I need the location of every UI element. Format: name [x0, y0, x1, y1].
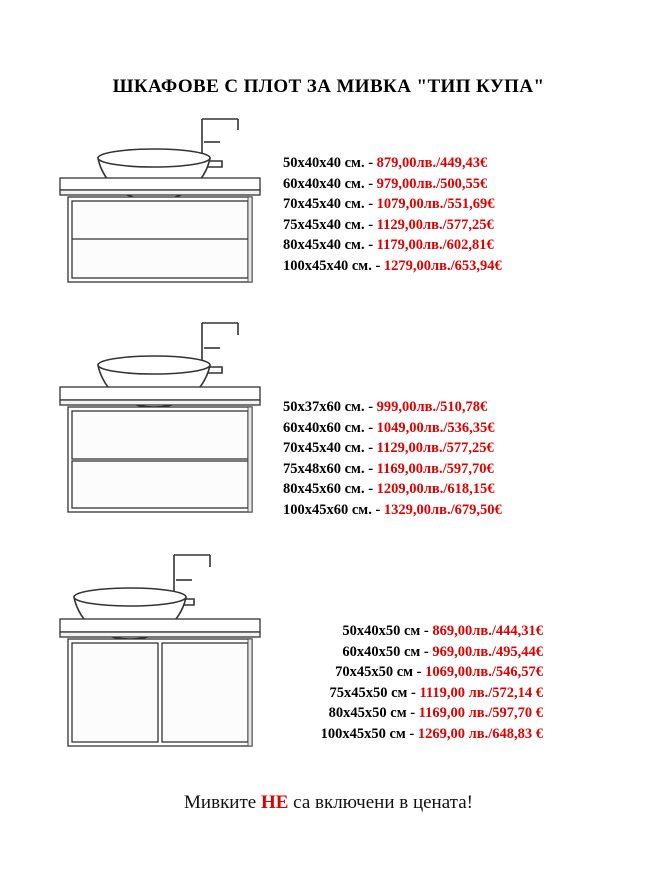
- size-label: 70x45x40 см. -: [283, 440, 377, 456]
- size-label: 80x45x50 см -: [328, 705, 419, 721]
- price-value: 1269,00 лв./648,83 €: [417, 725, 543, 742]
- price-value: 999,00лв./510,78€: [376, 399, 488, 415]
- price-row: [283, 642, 543, 663]
- price-row: [283, 256, 502, 277]
- price-row: [283, 479, 502, 500]
- price-row: [283, 418, 502, 439]
- size-label: 70x45x40 см. -: [283, 196, 377, 212]
- size-label: 50x37x60 см. -: [283, 399, 377, 415]
- price-value: 1169,00лв./597,70€: [376, 460, 494, 477]
- price-value: 1049,00лв./536,35€: [376, 419, 495, 436]
- price-row: [283, 724, 543, 745]
- price-row: [283, 662, 543, 683]
- price-row: [283, 500, 502, 521]
- pricelist-two-doors: [283, 621, 543, 744]
- price-value: 1069,00лв./546,57€: [425, 664, 543, 680]
- price-row: [283, 703, 543, 724]
- size-label: 100x45x40 см. -: [283, 257, 384, 274]
- footer-suffix: са включени в цената!: [288, 792, 473, 813]
- price-value: 979,00лв./500,55€: [376, 175, 488, 192]
- price-row: [283, 215, 502, 236]
- price-value: 1079,00лв./551,69€: [376, 196, 495, 212]
- size-label: 100x45x50 см -: [320, 725, 418, 742]
- price-row: [283, 683, 543, 704]
- price-row: [283, 174, 502, 195]
- price-value: 969,00лв./495,44€: [432, 643, 543, 660]
- pricelist-one-drawer: [283, 153, 502, 276]
- price-row: [283, 153, 502, 174]
- price-row: [283, 459, 502, 480]
- price-value: 1129,00лв./577,25€: [376, 440, 494, 456]
- footer-negation: НЕ: [260, 792, 289, 813]
- price-value: 1169,00 лв./597,70 €: [418, 705, 543, 721]
- price-row: [283, 621, 543, 642]
- price-value: 1329,00лв./679,50€: [383, 501, 502, 518]
- size-label: 60x40x50 см -: [342, 643, 433, 660]
- footer-note: [0, 792, 657, 814]
- size-label: 50x40x50 см -: [342, 623, 433, 639]
- pricelist-two-drawers: [283, 397, 502, 520]
- size-label: 100x45x60 см. -: [283, 501, 384, 518]
- size-label: 75x48x60 см. -: [283, 460, 377, 477]
- size-label: 80x45x60 см. -: [283, 481, 377, 497]
- size-label: 50x40x40 см. -: [283, 155, 377, 171]
- price-row: [283, 397, 502, 418]
- product-drawing-two-drawers: [52, 315, 267, 530]
- size-label: 75x45x40 см. -: [283, 216, 377, 233]
- size-label: 80x45x40 см. -: [283, 237, 377, 253]
- product-drawing-one-drawer: [52, 105, 267, 310]
- price-row: [283, 438, 502, 459]
- size-label: 60x40x60 см. -: [283, 419, 377, 436]
- footer-prefix: Мивките: [184, 792, 261, 813]
- price-value: 869,00лв./444,31€: [432, 623, 543, 639]
- price-value: 1129,00лв./577,25€: [376, 216, 494, 233]
- price-value: 1179,00лв./602,81€: [376, 237, 494, 253]
- price-row: [283, 235, 502, 256]
- price-value: 1279,00лв./653,94€: [383, 257, 502, 274]
- size-label: 70x45x50 см -: [335, 664, 426, 680]
- price-value: 1119,00 лв./572,14 €: [419, 684, 543, 701]
- price-value: 1209,00лв./618,15€: [376, 481, 495, 497]
- page-title: ШКАФОВЕ С ПЛОТ ЗА МИВКА "ТИП КУПА": [112, 76, 545, 97]
- size-label: 60x40x40 см. -: [283, 175, 377, 192]
- price-value: 879,00лв./449,43€: [376, 155, 488, 171]
- product-drawing-two-doors: [52, 545, 267, 760]
- size-label: 75x45x50 см -: [329, 684, 420, 701]
- price-row: [283, 194, 502, 215]
